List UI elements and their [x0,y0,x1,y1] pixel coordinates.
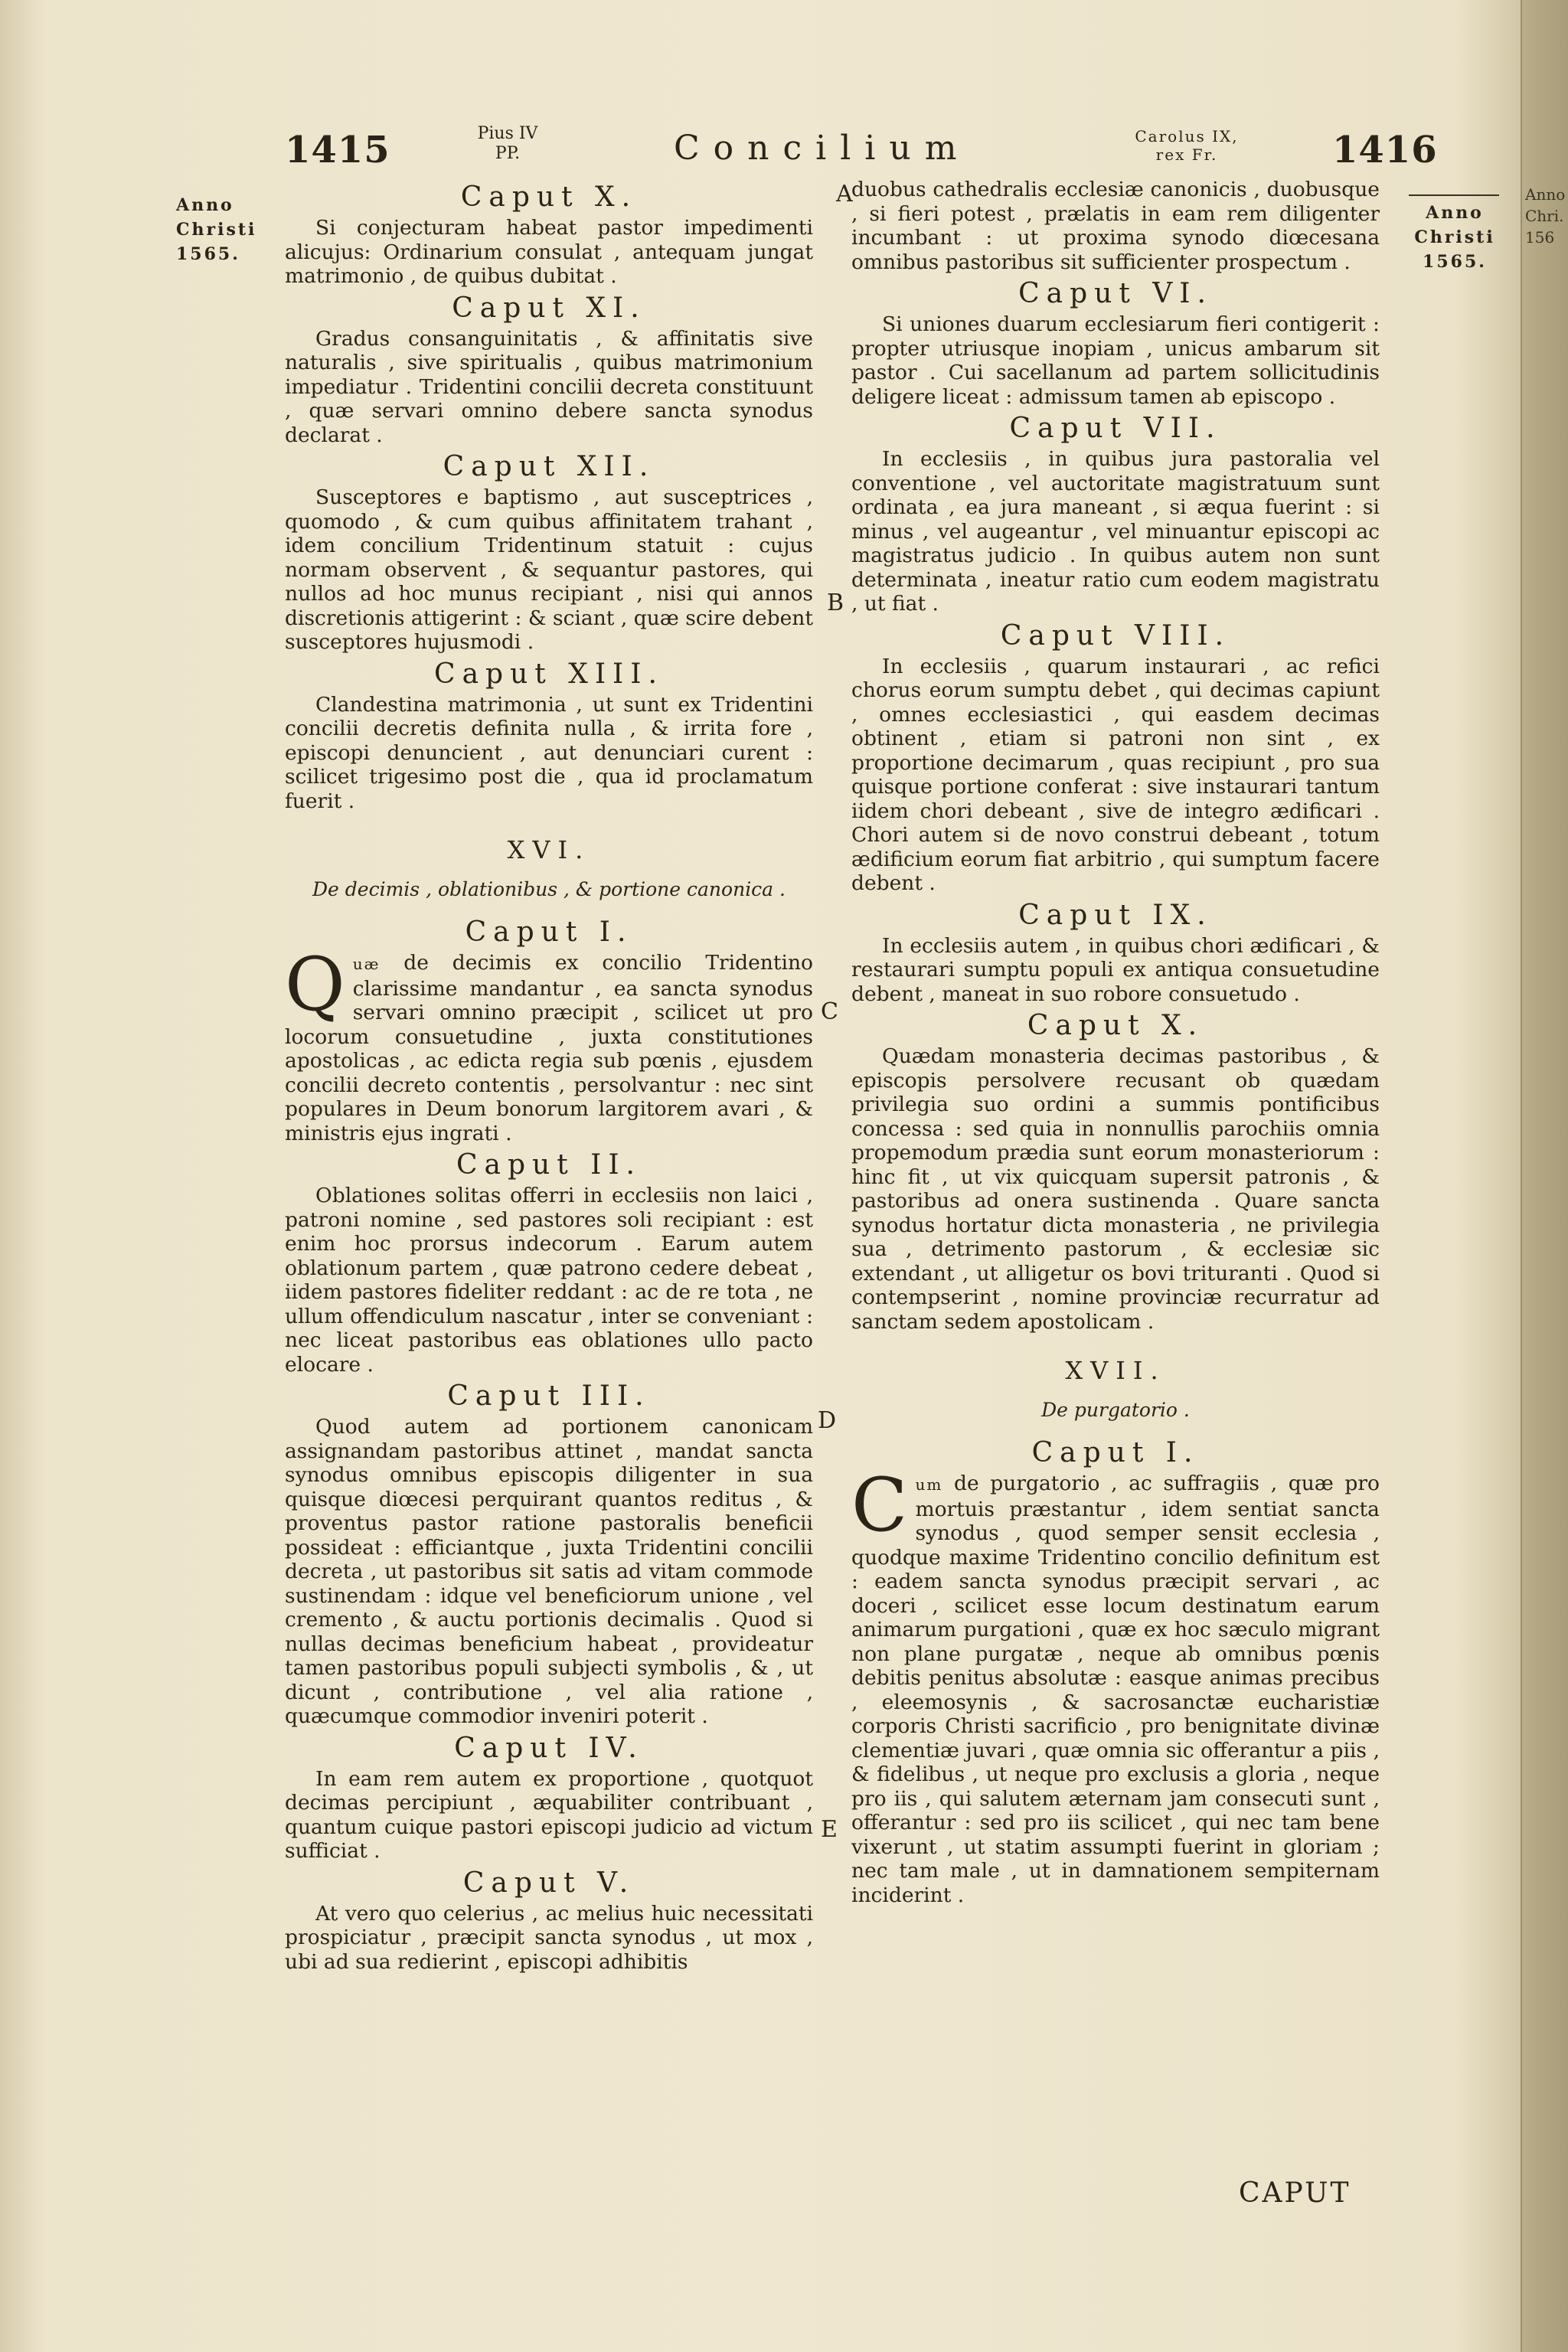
chapter-heading: Caput XII. [443,451,655,482]
catchword: CAPUT [1239,2177,1351,2209]
margin-christi: Christi [176,220,257,240]
chapter-text: Gradus consanguinitatis , & affinitatis sive naturalis , sive spiritualis , quibus matrimonium impediatur . Tridentini concilii decreta constituunt , quæ servari omnino debere sancta synodus declarat . [285,326,813,447]
pope-title: PP. [495,144,521,163]
king-title: rex Fr. [1155,145,1218,164]
chapter-heading: Caput VIII. [1000,619,1231,652]
left-margin-year [176,193,268,266]
chapter-text [851,1462,1380,1907]
running-title: Concilium [674,129,971,168]
edge-margin-note: Anno Chri. 156 [1525,185,1566,247]
chapter-heading: Caput XI. [452,292,646,324]
chapter-body: de purgatorio , ac suffragiis , quæ pro mortuis præstantur , idem sentiat sancta synodus , quod semper sensit ecclesia , quodque maxime Tridentino concilio definitum est : eadem sancta synodus præcipit servari , ac doceri , scilicet esse locum destinatum earum animarum purgationi , quæ ex hoc sæculo migrant non plane purgatæ , neque ab omnibus pœnis debitis penitus absolutæ : easque animas precibus , eleemosynis , & sacrosanctæ eucharistiæ corporis Christi sacrificio , pro benignitate divinæ clementiæ juvari , quæ omnia sic offerantur a piis , & fidelibus , ut neque pro exclusis a gloria , neque pro iis , qui salutem æternam jam consecuti sunt , offerantur : sed pro iis scilicet , qui nec tam bene vixerunt , ut statim assumpti fuerint in gloriam ; nec tam male , ut in damnationem sempiternam inciderint . [851,1472,1380,1907]
chapter-heading: Caput IX. [1018,899,1213,931]
chapter-text: In ecclesiis , in quibus jura pastoralia vel conventione , vel auctoritate magistratuum sunt ordinata , ea jura maneant , si æqua fuerint : si minus , vel augeantur , vel minuantur episcopi ac magistratus judicio . In quibus autem non sunt determinata , ineatur ratio cum eodem magistratu , ut fiat . [851,447,1380,616]
chapter-heading: Caput IV. [454,1732,644,1764]
king-name: Carolus IX, [1135,127,1239,145]
right-page-number: 1416 [1332,129,1438,172]
chapter-heading: Caput VII. [1009,413,1222,444]
chapter-heading: Caput II. [456,1149,642,1181]
chapter-text: Si conjecturam habeat pastor impedimenti alicujus: Ordinarium consulat , antequam jungat matrimonio , de quibus dubitat . [285,216,813,288]
chapter-text: Si uniones duarum ecclesiarum fieri contigerit : propter utriusque inopiam , unicus ambarum sit pastor . Cui sacellanum ad partem sollicitudinis deligere liceat : admissum tamen ab episcopo . [851,312,1380,409]
chapter-heading: Caput XIII. [434,658,664,690]
chapter-heading: Caput I. [465,916,633,948]
chapter-text [285,942,813,1145]
margin-anno: Anno [176,195,234,215]
small-caps-word: uæ [352,955,381,973]
king-header [1102,127,1271,164]
chapter-text: Quædam monasteria decimas pastoribus , & episcopis persolvere recusant ob quædam privilegia suo ordini a summis pontificibus concessa : sed quia in nonnullis parochiis omnia propemodum prædia sunt eorum monasteriorum : hinc fit , ut vix quicquam supersit patronis , & pastoribus ad onera sustinenda . Quare sancta synodus hortatur dicta monasteria , ne privilegia sua , detrimento pastorum , & ecclesiæ sic extendant , ut alligetur os bovi trituranti . Quod si contempserint , nomine provinciæ recurratur ad sanctam sedem apostolicam . [851,1044,1380,1334]
chapter-text: In ecclesiis , quarum instaurari , ac refici chorus eorum sumptu debet , qui decimas capiunt , omnes ecclesiastici , qui easdem decimas obtinent , etiam si patroni non sint , ex proportione decimarum , quas recipiunt , pro sua quisque portione conferat : sive instaurari tantum iidem chori debeant , sive de integro ædificari . Chori autem si de novo construi debeant , totum ædificium eorum fiat arbitrio , qui sumptum facere debent . [851,654,1380,895]
chapter-text: duobus cathedralis ecclesiæ canonicis , duobusque , si fieri potest , prælatis in eam rem diligenter incumbant : ut proxima synodo diœcesana omnibus pastoribus sit sufficienter prospectum . [851,178,1380,274]
chapter-body: de decimis ex concilio Tridentino clarissime mandantur , ea sancta synodus servari omnino præcipit , scilicet ut pro locorum consuetudine , juxta constitutiones apostolicas , ac edicta regia sub pœnis , ejusdem concilii decreto contentis , persolvantur : nec sint populares in Deum bonorum largitorem avari , & ministris ejus ingrati . [285,951,813,1145]
section-letter-e: E [821,1816,838,1843]
small-caps-word: um [915,1475,943,1494]
drop-cap: C [851,1462,908,1548]
chapter-heading: Caput X. [1027,1010,1204,1041]
chapter-text: Oblationes solitas offerri in ecclesiis non laici , patroni nomine , sed pastores soli recipiant : est enim hoc prorsus indecorum . Earum autem oblationum partem , quæ patrono cedere debeat , iidem pastores fideliter reddant : ac de re tota , ne ullum offendiculum nascatur , inter se conveniant : nec liceat pastoribus eas oblationes ullo pacto elocare . [285,1184,813,1377]
section-letter-d: D [818,1407,837,1434]
pope-name: Pius IV [477,124,538,143]
margin-year: 1565. [1423,252,1487,272]
margin-rule [1409,194,1499,196]
chapter-heading: Caput VI. [1018,278,1213,309]
margin-year: 1565. [176,244,240,264]
chapter-text: In eam rem autem ex proportione , quotquot decimas percipiunt , æquabiliter contribuant , quantum cuique pastori episcopi judicio ad victum sufficiat . [285,1766,813,1863]
margin-anno: Anno [1426,203,1484,223]
chapter-heading: Caput V. [462,1867,635,1899]
left-page-number: 1415 [285,129,390,172]
section-letter-a: A [836,181,853,207]
chapter-text: Clandestina matrimonia , ut sunt ex Tridentini concilii decretis definita nulla , & irrita fore , episcopi denuncient , aut denunciari curent : scilicet trigesimo post die , qua id proclamatum fuerit . [285,692,813,813]
chapter-text: At vero quo celerius , ac melius huic necessitati prospiciatur , præcipit sancta synodus , ut mox , ubi ad sua redierint , episcopi adhibitis [285,1901,813,1974]
section-number: XVII. [1065,1356,1166,1385]
chapter-heading: Caput III. [447,1380,651,1412]
chapter-text: Susceptores e baptismo , aut susceptrices , quomodo , & cum quibus affinitatem trahant , idem concilium Tridentinum statuit : cujus normam observent , & sequantur pastores, qui nullos ad hoc munus recipiant , nisi qui annos discretionis attigerint : & sciant , quæ scire debent susceptores hujusmodi . [285,485,813,654]
right-column [851,178,1380,1907]
facing-page-edge [1521,0,1568,2352]
chapter-heading: Caput I. [1031,1437,1200,1468]
chapter-text: Quod autem ad portionem canonicam assignandam pastoribus attinet , mandat sancta synodus omnibus episcopis diligenter in sua quisque diœcesi perquirant quantos reditus , & proventus pastor ratione pastoralis beneficii possideat : efficiantque , juxta Tridentini concilii decreta , ut pastoribus sit satis ad vitam commode sustinendam : idque vel beneficiorum unione , vel cremento , & auctu portionis decimalis . Quod si nullas decimas beneficium habeat , provideatur tamen pastoribus populi subjecti symbolis , & , ut dicunt , contributione , vel alia ratione , quæcumque commodior inveniri poterit . [285,1415,813,1728]
margin-christi: Christi [1414,227,1495,247]
section-title: De purgatorio . [1041,1399,1190,1421]
pope-header [450,124,565,164]
drop-cap: Q [285,942,345,1027]
chapter-text: In ecclesiis autem , in quibus chori ædificari , & restaurari sumptu populi ex antiqua consuetudine debent , maneat in suo robore consuetudo . [851,933,1380,1006]
right-margin-year [1409,201,1501,274]
section-title: De decimis , oblationibus , & portione canonica . [312,878,786,900]
section-letter-b: B [827,590,844,616]
section-number: XVI. [507,835,591,864]
chapter-heading: Caput X. [460,181,638,213]
section-letter-c: C [821,998,838,1025]
left-column [285,178,813,1974]
